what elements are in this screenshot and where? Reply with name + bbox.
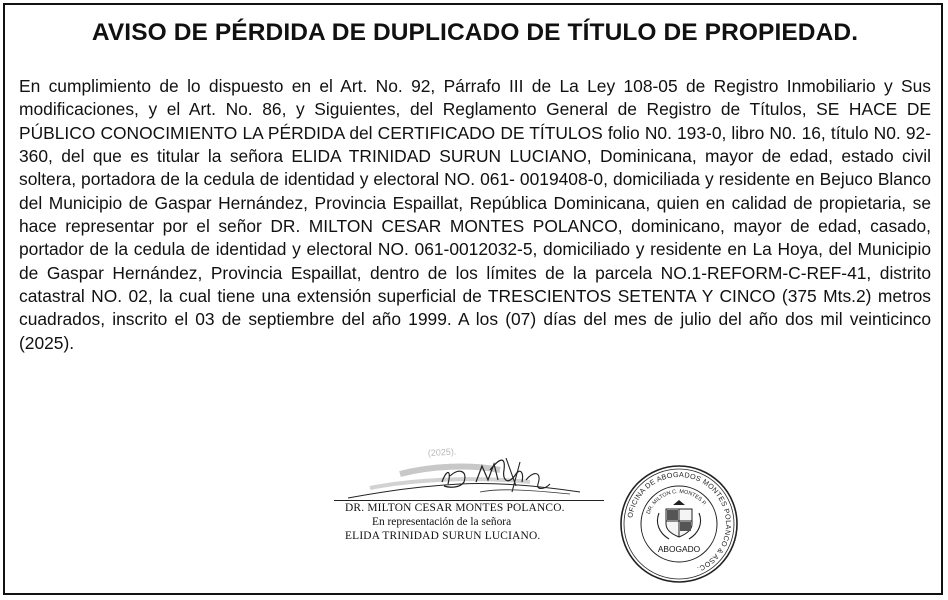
coat-of-arms-icon: [657, 500, 700, 539]
lawyer-seal: [618, 463, 740, 585]
faded-year-text: (2025).: [427, 446, 457, 458]
seal-ring-text: OFICINA DE ABOGADOS MONTES POLANCO & ASOC.: [625, 469, 734, 575]
signature-line: [334, 500, 604, 501]
signatory-role: En representación de la señora: [372, 516, 512, 528]
notice-body: En cumplimiento de lo dispuesto en el Art. No. 92, Párrafo III de La Ley 108-05 de Registro Inmobiliario y Sus modificaciones, y el Art. No. 86, y Siguientes, del Reglamento General de Registro de Títulos, SE HACE DE PÚBLICO CONOCIMIENTO LA PÉRDIDA del CERTIFICADO DE TÍTULOS folio N0. 193-0, libro N0. 16, título N0. 92-360, del que es titular la señora ELIDA TRINIDAD SURUN LUCIANO, Dominicana, mayor de edad, estado civil soltera, portadora de la cedula de identidad y electoral NO. 061- 0019408-0, domiciliada y residente en Bejuco Blanco del Municipio de Gaspar Hernández, Provincia Espaillat, República Dominicana, quien en calidad de propietaria, se hace representar por el señor DR. MILTON CESAR MONTES POLANCO, dominicano, mayor de edad, casado, portador de la cedula de identidad y electoral NO. 061-0012032-5, domiciliado y residente en La Hoya, del Municipio de Gaspar Hernández, Provincia Espaillat, dentro de los límites de la parcela NO.1-REFORM-C-REF-41, distrito catastral NO. 02, la cual tiene una extensión superficial de TRESCIENTOS SETENTA Y CINCO (375 Mts.2) metros cuadrados, inscrito el 03 de septiembre del año 1999. A los (07) días del mes de julio del año dos mil veinticinco (2025).: [19, 76, 931, 353]
seal-stamp-icon: [618, 463, 740, 585]
represented-party: ELIDA TRINIDAD SURUN LUCIANO.: [345, 530, 541, 542]
signatory-name: DR. MILTON CESAR MONTES POLANCO.: [345, 502, 565, 514]
seal-inner-text: DR. MILTON C. MONTES P.: [645, 488, 708, 516]
seal-bottom-text: ABOGADO: [657, 544, 701, 554]
notice-title: AVISO DE PÉRDIDA DE DUPLICADO DE TÍTULO DE PROPIEDAD.: [91, 19, 859, 46]
signature-block: [330, 440, 620, 550]
